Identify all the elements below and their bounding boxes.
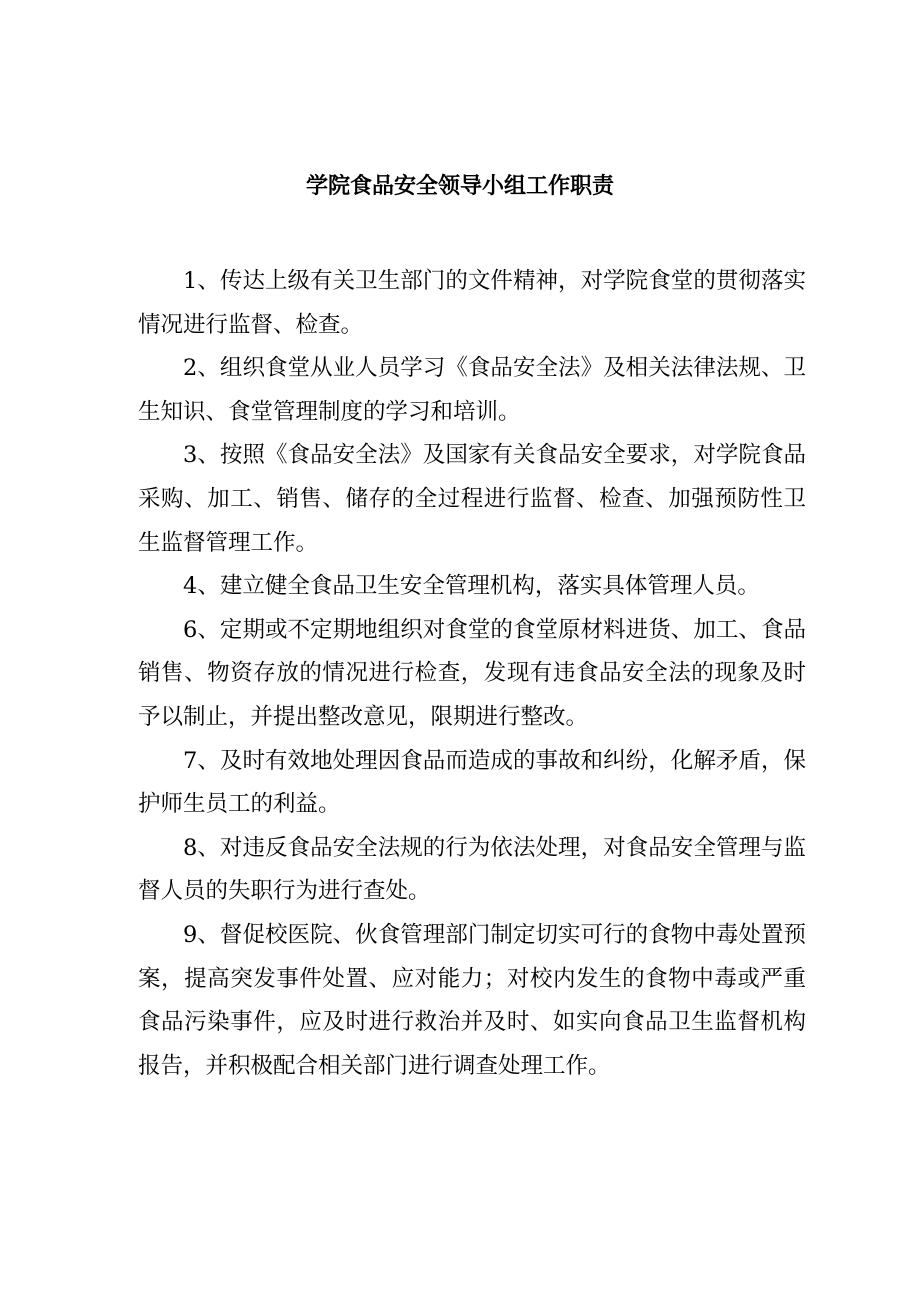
paragraph-item-7: 7、及时有效地处理因食品而造成的事故和纠纷，化解矛盾，保护师生员工的利益。 <box>138 747 806 818</box>
document-title: 学院食品安全领导小组工作职责 <box>305 173 614 199</box>
document-body <box>138 260 806 1088</box>
paragraph-item-6: 6、定期或不定期地组织对食堂的食堂原材料进货、加工、食品销售、物资存放的情况进行检查，发现有违食品安全法的现象及时予以制止，并提出整改意见，限期进行整改。 <box>138 616 806 730</box>
paragraph-item-3: 3、按照《食品安全法》及国家有关食品安全要求，对学院食品采购、加工、销售、储存的全过程进行监督、检查、加强预防性卫生监督管理工作。 <box>138 442 806 556</box>
paragraph-item-8: 8、对违反食品安全法规的行为依法处理，对食品安全管理与监督人员的失职行为进行查处。 <box>138 834 806 905</box>
paragraph-item-9: 9、督促校医院、伙食管理部门制定切实可行的食物中毒处置预案，提高突发事件处置、应对能力；对校内发生的食物中毒或严重食品污染事件，应及时进行救治并及时、如实向食品卫生监督机构报告，并积极配合相关部门进行调查处理工作。 <box>138 921 806 1079</box>
paragraph-item-2: 2、组织食堂从业人员学习《食品安全法》及相关法律法规、卫生知识、食堂管理制度的学习和培训。 <box>138 355 806 425</box>
paragraph-item-4: 4、建立健全食品卫生安全管理机构，落实具体管理人员。 <box>183 573 760 600</box>
paragraph-item-1: 1、传达上级有关卫生部门的文件精神，对学院食堂的贯彻落实情况进行监督、检查。 <box>138 268 806 338</box>
